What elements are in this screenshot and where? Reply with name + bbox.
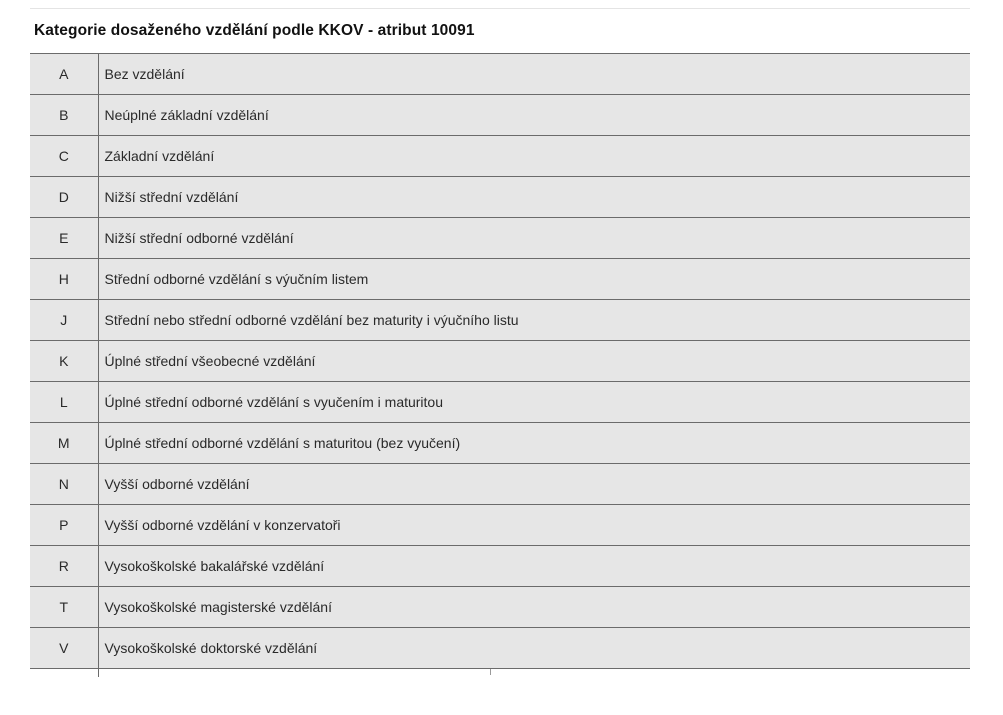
category-label: Vyšší odborné vzdělání v konzervatoři [98, 505, 970, 546]
table-row [30, 587, 970, 628]
category-code: K [30, 341, 98, 382]
category-code: H [30, 259, 98, 300]
category-label: Nižší střední odborné vzdělání [98, 218, 970, 259]
table-row [30, 464, 970, 505]
category-label: Nižší střední vzdělání [98, 177, 970, 218]
category-code: J [30, 300, 98, 341]
category-label: Vysokoškolské magisterské vzdělání [98, 587, 970, 628]
title-bar [30, 8, 970, 53]
category-label: Vysokoškolské doktorské vzdělání [98, 628, 970, 669]
category-label: Základní vzdělání [98, 136, 970, 177]
category-label: Úplné střední všeobecné vzdělání [98, 341, 970, 382]
table-row [30, 300, 970, 341]
category-code: M [30, 423, 98, 464]
category-label: Vysokoškolské bakalářské vzdělání [98, 546, 970, 587]
category-code: T [30, 587, 98, 628]
table-body [30, 54, 970, 669]
table-row [30, 54, 970, 95]
divider-stub [490, 669, 491, 675]
category-label: Úplné střední odborné vzdělání s vyučením i maturitou [98, 382, 970, 423]
table-row [30, 95, 970, 136]
category-label: Střední odborné vzdělání s výučním listem [98, 259, 970, 300]
table-row [30, 177, 970, 218]
category-label: Střední nebo střední odborné vzdělání bez maturity i výučního listu [98, 300, 970, 341]
kkov-document [30, 8, 970, 677]
education-category-table [30, 53, 970, 668]
table-bottom-edge [30, 668, 970, 677]
category-code: L [30, 382, 98, 423]
category-label: Neúplné základní vzdělání [98, 95, 970, 136]
category-code: D [30, 177, 98, 218]
category-label: Bez vzdělání [98, 54, 970, 95]
table-row [30, 341, 970, 382]
table-row [30, 382, 970, 423]
category-code: R [30, 546, 98, 587]
document-title: Kategorie dosaženého vzdělání podle KKOV - atribut 10091 [34, 22, 475, 39]
category-label: Vyšší odborné vzdělání [98, 464, 970, 505]
table-row [30, 505, 970, 546]
table-row [30, 628, 970, 669]
table-row [30, 259, 970, 300]
category-code: N [30, 464, 98, 505]
category-code: B [30, 95, 98, 136]
column-divider-stub [98, 669, 99, 677]
category-code: C [30, 136, 98, 177]
category-code: A [30, 54, 98, 95]
category-code: V [30, 628, 98, 669]
table-row [30, 546, 970, 587]
table-row [30, 423, 970, 464]
category-label: Úplné střední odborné vzdělání s maturitou (bez vyučení) [98, 423, 970, 464]
category-code: P [30, 505, 98, 546]
category-code: E [30, 218, 98, 259]
table-row [30, 218, 970, 259]
table-row [30, 136, 970, 177]
